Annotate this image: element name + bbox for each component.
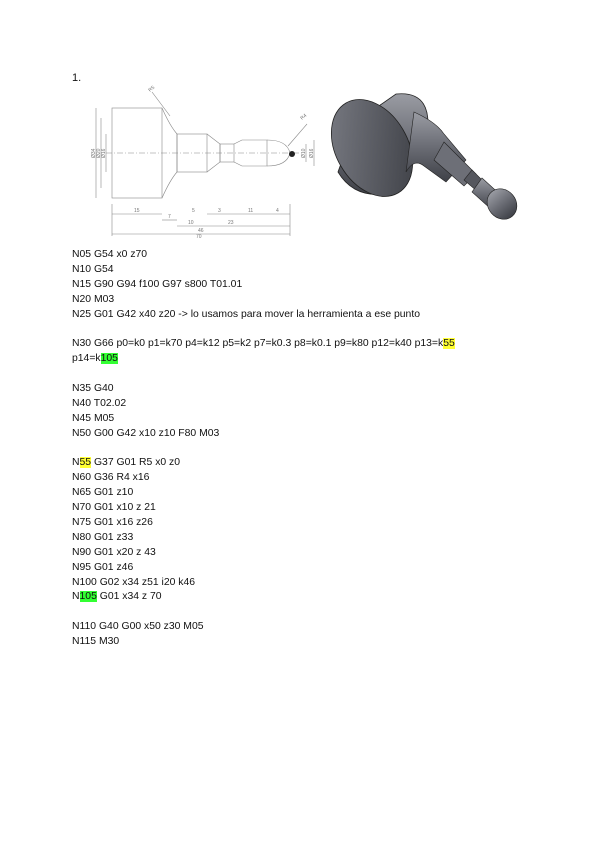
part-3d-render [326,82,526,232]
svg-text:23: 23 [228,220,234,226]
code-line: N90 G01 x20 z 43 [72,546,156,558]
code-line: N55 G37 G01 R5 x0 z0 [72,457,181,469]
code-line: N45 M05 [72,412,115,424]
center-mark-icon [289,151,295,157]
code-line: N100 G02 x34 z51 i20 k46 [72,576,196,588]
svg-text:Ø16: Ø16 [309,148,315,158]
code-line: N115 M30 [72,636,120,648]
highlight-green: 105 [100,353,118,365]
code-line: N65 G01 z10 [72,487,134,499]
svg-text:7: 7 [168,214,171,220]
svg-text:11: 11 [248,208,254,214]
code-line: N10 G54 [72,263,114,275]
highlight-yellow: 55 [79,457,92,469]
svg-text:15: 15 [134,208,140,214]
code-line: N70 G01 x10 z 21 [72,502,156,514]
code-line: N60 G36 R4 x16 [72,472,150,484]
code-line: N80 G01 z33 [72,531,134,543]
svg-text:70: 70 [196,234,202,240]
svg-text:46: 46 [198,228,204,234]
svg-text:Ø16: Ø16 [101,148,107,158]
code-line: p14=k105 [72,353,118,365]
code-line: N05 G54 x0 z70 [72,249,148,260]
code-line: N50 G00 G42 x10 z10 F80 M03 [72,427,220,439]
svg-text:Ø34: Ø34 [91,148,97,158]
svg-text:R4: R4 [299,112,309,122]
technical-drawing [92,86,332,238]
svg-text:10: 10 [188,220,194,226]
code-line: N15 G90 G94 f100 G97 s800 T01.01 [72,278,243,290]
svg-text:5: 5 [192,208,195,214]
cnc-program [72,248,455,650]
highlight-green: 105 [79,591,97,603]
highlight-yellow: 55 [443,338,455,350]
code-line: N35 G40 [72,383,114,395]
svg-text:3: 3 [218,208,221,214]
code-line: N30 G66 p0=k0 p1=k70 p4=k12 p5=k2 p7=k0.3 p8=k0.1 p9=k80 p12=k40 p13=k55 [72,338,455,350]
svg-text:R5: R5 [147,84,157,94]
svg-text:Ø10: Ø10 [301,148,307,158]
svg-text:4: 4 [276,208,279,214]
code-line: N95 G01 z46 [72,561,134,573]
exercise-number: 1. [72,72,82,84]
code-line: N40 T02.02 [72,397,127,409]
code-line: N20 M03 [72,293,115,305]
code-line: N105 G01 x34 z 70 [72,591,162,603]
code-line: N75 G01 x16 z26 [72,517,153,529]
svg-text:Ø20: Ø20 [96,148,102,158]
code-line: N25 G01 G42 x40 z20 -> lo usamos para mover la herramienta a ese punto [72,308,420,320]
code-line: N110 G40 G00 x50 z30 M05 [72,621,204,633]
